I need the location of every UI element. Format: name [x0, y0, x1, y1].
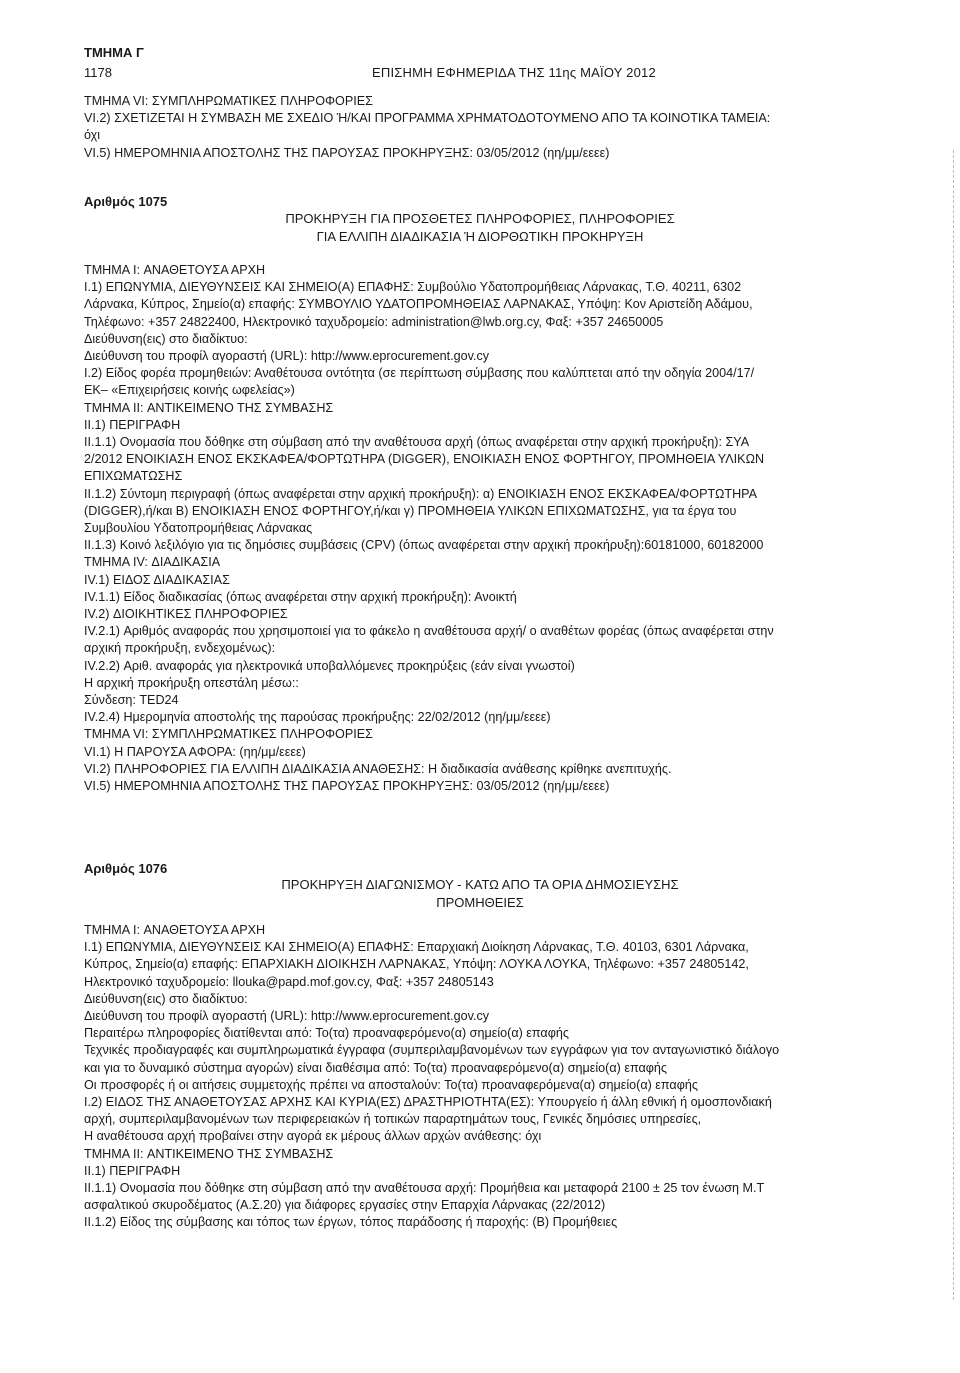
- text-line: Διεύθυνση του προφίλ αγοραστή (URL): http://www.eprocurement.gov.cy: [84, 1009, 490, 1024]
- text-line: ΤΜΗΜΑ I: ΑΝΑΘΕΤΟΥΣΑ ΑΡΧΗ: [84, 923, 266, 937]
- text-line: II.1) ΠΕΡΙΓΡΑΦΗ: [84, 1163, 181, 1178]
- text-line: VI.1) Η ΠΑΡΟΥΣΑ ΑΦΟΡΑ: (ηη/μμ/εεεε): [84, 744, 306, 759]
- heading-line: ΠΡΟΚΗΡΥΞΗ ΓΙΑ ΠΡΟΣΘΕΤΕΣ ΠΛΗΡΟΦΟΡΙΕΣ, ΠΛΗΡΟΦΟΡΙΕΣ: [285, 211, 675, 226]
- text-line: IV.2.2) Αριθ. αναφοράς για ηλεκτρονικά υποβαλλόμενες προκηρύξεις (εάν είναι γνωστοί): [84, 658, 575, 673]
- heading-line: ΠΡΟΜΗΘΕΙΕΣ: [436, 895, 524, 910]
- scan-margin-line: [952, 150, 954, 1300]
- text-line: VI.5) ΗΜΕΡΟΜΗΝΙΑ ΑΠΟΣΤΟΛΗΣ ΤΗΣ ΠΑΡΟΥΣΑΣ ΠΡΟΚΗΡΥΞΗΣ: 03/05/2012 (ηη/μμ/εεεε): [84, 145, 610, 160]
- text-line: IV.2.4) Ημερομηνία αποστολής της παρούσας προκήρυξης: 22/02/2012 (ηη/μμ/εεεε): [84, 710, 551, 725]
- notice-number: Αριθμός 1075: [84, 194, 168, 209]
- page-number: 1178: [84, 65, 112, 80]
- text-line: II.1.3) Κοινό λεξιλόγιο για τις δημόσιες συμβάσεις (CPV) (όπως αναφέρεται στην αρχική προκήρυξη):60181000, 60182000: [84, 538, 764, 553]
- text-line: I.1) ΕΠΩΝΥΜΙΑ, ΔΙΕΥΘΥΝΣΕΙΣ ΚΑΙ ΣΗΜΕΙΟ(Α) ΕΠΑΦΗΣ: Συμβούλιο Υδατοπρομήθειας Λάρνακας, Τ.Θ. 40211, 6302: [84, 280, 742, 295]
- text-line: IV.2.1) Αριθμός αναφοράς που χρησιμοποιεί για το φάκελο η αναθέτουσα αρχή/ ο αναθέτων φορέας (όπως αναφέρεται στην: [84, 624, 774, 639]
- text-line: Τεχνικές προδιαγραφές και συμπληρωματικά έγγραφα (συμπεριλαμβανομένων των εγγράφων για τον ανταγωνιστικό διάλογο: [84, 1043, 780, 1058]
- text-line: IV.1.1) Είδος διαδικασίας (όπως αναφέρεται στην αρχική προκήρυξη): Ανοικτή: [84, 589, 517, 604]
- text-line: Συμβουλίου Υδατοπρομήθειας Λάρνακας: [84, 521, 313, 536]
- notice-number: Αριθμός 1076: [84, 861, 168, 876]
- text-line: IV.1) ΕΙΔΟΣ ΔΙΑΔΙΚΑΣΙΑΣ: [84, 572, 230, 587]
- text-line: Περαιτέρω πληροφορίες διατίθενται από: Το(τα) προαναφερόμενο(α) σημείο(α) επαφής: [84, 1026, 569, 1041]
- gazette-title: ΕΠΙΣΗΜΗ ΕΦΗΜΕΡΙΔΑ ΤΗΣ 11ης ΜΑΪΟΥ 2012: [372, 65, 656, 80]
- text-line: και για το δυναμικό σύστημα αγορών) είναι διαθέσιμα από: Το(τα) προαναφερόμενο(α) σημείο(α) επαφής: [84, 1060, 667, 1075]
- text-line: Σύνδεση: TED24: [84, 693, 179, 708]
- notice-body: [84, 922, 904, 1232]
- text-line: ΤΜΗΜΑ II: ΑΝΤΙΚΕΙΜΕΝΟ ΤΗΣ ΣΥΜΒΑΣΗΣ: [84, 1146, 334, 1161]
- notice-heading: [180, 876, 780, 912]
- text-line: I.2) Είδος φορέα προμηθειών: Αναθέτουσα οντότητα (σε περίπτωση σύμβασης που καλύπτεται από την οδηγία 2004/17/: [84, 366, 755, 381]
- notice-heading: [180, 210, 780, 246]
- text-line: VI.2) ΣΧΕΤΙΖΕΤΑΙ Η ΣΥΜΒΑΣΗ ΜΕ ΣΧΕΔΙΟ Ή/ΚΑΙ ΠΡΟΓΡΑΜΜΑ ΧΡΗΜΑΤΟΔΟΤΟΥΜΕΝΟ ΑΠΟ ΤΑ ΚΟΙΝΟΤΙΚΑ ΤΑΜΕΙΑ:: [84, 111, 771, 126]
- text-line: Διεύθυνση του προφίλ αγοραστή (URL): http://www.eprocurement.gov.cy: [84, 349, 490, 364]
- text-line: Διεύθυνση(εις) στο διαδίκτυο:: [84, 331, 248, 346]
- text-line: VI.2) ΠΛΗΡΟΦΟΡΙΕΣ ΓΙΑ ΕΛΛΙΠΗ ΔΙΑΔΙΚΑΣΙΑ ΑΝΑΘΕΣΗΣ: Η διαδικασία ανάθεσης κρίθηκε ανεπιτυχής.: [84, 761, 672, 776]
- text-line: IV.2) ΔΙΟΙΚΗΤΙΚΕΣ ΠΛΗΡΟΦΟΡΙΕΣ: [84, 607, 288, 622]
- text-line: ΤΜΗΜΑ VI: ΣΥΜΠΛΗΡΩΜΑΤΙΚΕΣ ΠΛΗΡΟΦΟΡΙΕΣ: [84, 727, 373, 742]
- text-line: Τηλέφωνο: +357 24822400, Ηλεκτρονικό ταχυδρομείο: administration@lwb.org.cy, Φαξ: +357 24650005: [84, 314, 664, 329]
- text-line: (DIGGER),ή/και Β) ΕΝΟΙΚΙΑΣΗ ΕΝΟΣ ΦΟΡΤΗΓΟΥ,ή/και γ) ΠΡΟΜΗΘΕΙΑ ΥΛΙΚΩΝ ΕΠΙΧΩΜΑΤΩΣΗΣ, για τα έργα του: [84, 503, 737, 518]
- text-line: ΤΜΗΜΑ I: ΑΝΑΘΕΤΟΥΣΑ ΑΡΧΗ: [84, 263, 266, 277]
- text-line: όχι: [84, 128, 101, 143]
- text-line: VI.5) ΗΜΕΡΟΜΗΝΙΑ ΑΠΟΣΤΟΛΗΣ ΤΗΣ ΠΑΡΟΥΣΑΣ ΠΡΟΚΗΡΥΞΗΣ: 03/05/2012 (ηη/μμ/εεεε): [84, 779, 610, 794]
- text-line: Η αρχική προκήρυξη οπεστάλη μέσω::: [84, 675, 299, 690]
- text-line: ΤΜΗΜΑ II: ΑΝΤΙΚΕΙΜΕΝΟ ΤΗΣ ΣΥΜΒΑΣΗΣ: [84, 400, 334, 415]
- notice-body: [84, 262, 904, 795]
- text-line: ΤΜΗΜΑ IV: ΔΙΑΔΙΚΑΣΙΑ: [84, 555, 221, 570]
- text-line: II.1.2) Σύντομη περιγραφή (όπως αναφέρεται στην αρχική προκήρυξη): α) ΕΝΟΙΚΙΑΣΗ ΕΝΟΣ ΕΚΣΚΑΦΕΑ/ΦΟΡΤΩΤΗΡΑ: [84, 486, 758, 501]
- text-line: Λάρνακα, Κύπρος, Σημείο(α) επαφής: ΣΥΜΒΟΥΛΙΟ ΥΔΑΤΟΠΡΟΜΗΘΕΙΑΣ ΛΑΡΝΑΚΑΣ, Υπόψη: Κον Αριστείδη Αδάμου,: [84, 297, 753, 312]
- text-line: Κύπρος, Σημείο(α) επαφής: ΕΠΑΡΧΙΑΚΗ ΔΙΟΙΚΗΣΗ ΛΑΡΝΑΚΑΣ, Υπόψη: ΛΟΥΚΑ ΛΟΥΚΑ, Τηλέφωνο: +357 24805142,: [84, 957, 749, 972]
- text-line: II.1.2) Είδος της σύμβασης και τόπος των έργων, τόπος παράδοσης ή παροχής: (Β) Προμήθειες: [84, 1215, 618, 1230]
- text-line: ΕΠΙΧΩΜΑΤΩΣΗΣ: [84, 469, 183, 484]
- text-line: αρχή, συμπεριλαμβανομένων των περιφερειακών ή τοπικών παραρτημάτων τους, Γενικές δημόσιες υπηρεσίες,: [84, 1112, 702, 1127]
- text-line: II.1) ΠΕΡΙΓΡΑΦΗ: [84, 417, 181, 432]
- text-line: αρχική προκήρυξη, ενδεχομένως):: [84, 641, 276, 656]
- text-line: II.1.1) Ονομασία που δόθηκε στη σύμβαση από την αναθέτουσα αρχή: Προμήθεια και μεταφορά 2100 ± 25 τον ένωση Μ.Τ: [84, 1181, 765, 1196]
- text-line: Οι προσφορές ή οι αιτήσεις συμμετοχής πρέπει να αποσταλούν: Το(τα) προαναφερόμενα(α) σημείο(α) επαφής: [84, 1077, 698, 1092]
- text-line: II.1.1) Ονομασία που δόθηκε στη σύμβαση από την αναθέτουσα αρχή (όπως αναφέρεται στην αρχική προκήρυξη): ΣΥΑ: [84, 435, 750, 450]
- text-line: 2/2012 ΕΝΟΙΚΙΑΣΗ ΕΝΟΣ ΕΚΣΚΑΦΕΑ/ΦΟΡΤΩΤΗΡΑ (DIGGER), ΕΝΟΙΚΙΑΣΗ ΕΝΟΣ ΦΟΡΤΗΓΟΥ, ΠΡΟΜΗΘΕΙΑ ΥΛΙΚΩΝ: [84, 452, 765, 467]
- text-line: ασφαλτικού σκυροδέματος (Α.Σ.20) για διάφορες εργασίες στην Επαρχία Λάρνακας (22/2012): [84, 1198, 606, 1213]
- heading-line: ΠΡΟΚΗΡΥΞΗ ΔΙΑΓΩΝΙΣΜΟΥ - ΚΑΤΩ ΑΠΟ ΤΑ ΟΡΙΑ ΔΗΜΟΣΙΕΥΣΗΣ: [281, 877, 679, 892]
- text-line: I.2) ΕΙΔΟΣ ΤΗΣ ΑΝΑΘΕΤΟΥΣΑΣ ΑΡΧΗΣ ΚΑΙ ΚΥΡΙΑ(ΕΣ) ΔΡΑΣΤΗΡΙΟΤΗΤΑ(ΕΣ): Υπουργείο ή άλλη εθνική ή ομοσπονδιακή: [84, 1095, 772, 1110]
- text-line: ΤΜΗΜΑ VI: ΣΥΜΠΛΗΡΩΜΑΤΙΚΕΣ ΠΛΗΡΟΦΟΡΙΕΣ: [84, 94, 373, 108]
- text-line: Η αναθέτουσα αρχή προβαίνει στην αγορά εκ μέρους άλλων αρχών ανάθεσης: όχι: [84, 1129, 542, 1144]
- heading-line: ΓΙΑ ΕΛΛΙΠΗ ΔΙΑΔΙΚΑΣΙΑ Ή ΔΙΟΡΘΩΤΙΚΗ ΠΡΟΚΗΡΥΞΗ: [316, 229, 644, 244]
- text-line: I.1) ΕΠΩΝΥΜΙΑ, ΔΙΕΥΘΥΝΣΕΙΣ ΚΑΙ ΣΗΜΕΙΟ(Α) ΕΠΑΦΗΣ: Επαρχιακή Διοίκηση Λάρνακας, Τ.Θ. 40103, 6301 Λάρνακα,: [84, 940, 749, 955]
- text-line: Διεύθυνση(εις) στο διαδίκτυο:: [84, 991, 248, 1006]
- text-line: Ηλεκτρονικό ταχυδρομείο: llouka@papd.mof.gov.cy, Φαξ: +357 24805143: [84, 974, 494, 989]
- text-line: ΕΚ– «Επιχειρήσεις κοινής ωφελείας»): [84, 383, 295, 398]
- section-label: ΤΜΗΜΑ Γ: [84, 45, 144, 60]
- top-block: [84, 93, 904, 162]
